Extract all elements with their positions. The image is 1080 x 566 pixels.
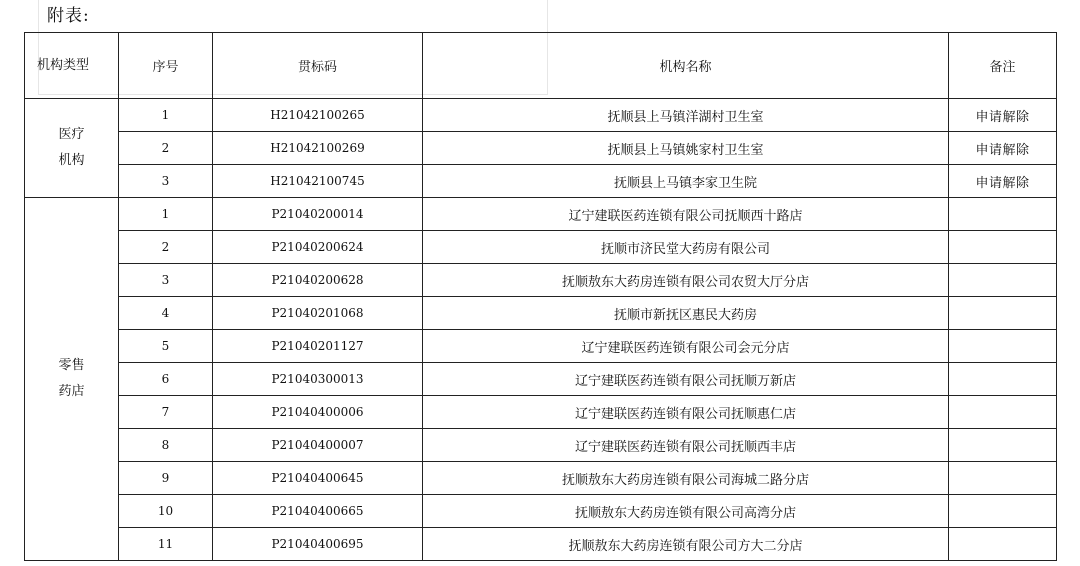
table-row: [25, 495, 1057, 528]
table-row: [25, 165, 1057, 198]
header-sequence: 序号: [119, 33, 213, 99]
cell-institution-name: 辽宁建联医药连锁有限公司抚顺西十路店: [423, 198, 949, 231]
cell-institution-type: 医疗机构: [25, 99, 119, 198]
cell-institution-name: 抚顺敖东大药房连锁有限公司农贸大厅分店: [423, 264, 949, 297]
cell-code: P21040400007: [213, 429, 423, 462]
cell-code: P21040400695: [213, 528, 423, 561]
table-row: [25, 363, 1057, 396]
cell-note: 申请解除: [949, 165, 1057, 198]
cell-note: [949, 231, 1057, 264]
cell-institution-name: 辽宁建联医药连锁有限公司抚顺万新店: [423, 363, 949, 396]
table-row: [25, 462, 1057, 495]
cell-institution-name: 辽宁建联医药连锁有限公司抚顺惠仁店: [423, 396, 949, 429]
cell-note: 申请解除: [949, 132, 1057, 165]
cell-sequence: 3: [119, 264, 213, 297]
cell-note: [949, 363, 1057, 396]
cell-note: [949, 396, 1057, 429]
cell-sequence: 9: [119, 462, 213, 495]
cell-note: [949, 264, 1057, 297]
cell-sequence: 11: [119, 528, 213, 561]
cell-code: P21040300013: [213, 363, 423, 396]
cell-note: [949, 330, 1057, 363]
cell-note: [949, 495, 1057, 528]
cell-sequence: 1: [119, 198, 213, 231]
cell-note: 申请解除: [949, 99, 1057, 132]
cell-note: [949, 429, 1057, 462]
table-row: [25, 528, 1057, 561]
cell-institution-name: 抚顺敖东大药房连锁有限公司方大二分店: [423, 528, 949, 561]
cell-code: P21040200014: [213, 198, 423, 231]
cell-code: H21042100269: [213, 132, 423, 165]
cell-sequence: 4: [119, 297, 213, 330]
cell-sequence: 10: [119, 495, 213, 528]
cell-code: P21040200628: [213, 264, 423, 297]
cell-sequence: 6: [119, 363, 213, 396]
header-code: 贯标码: [213, 33, 423, 99]
table-row: [25, 99, 1057, 132]
cell-institution-name: 抚顺市新抚区惠民大药房: [423, 297, 949, 330]
cell-code: P21040400645: [213, 462, 423, 495]
cell-institution-type: 零售药店: [25, 198, 119, 561]
cell-note: [949, 462, 1057, 495]
table-row: [25, 330, 1057, 363]
cell-code: P21040400006: [213, 396, 423, 429]
cell-note: [949, 198, 1057, 231]
header-institution-type: 机构类型: [25, 33, 119, 99]
cell-note: [949, 297, 1057, 330]
cell-note: [949, 528, 1057, 561]
table-row: [25, 231, 1057, 264]
table-row: [25, 132, 1057, 165]
cell-sequence: 8: [119, 429, 213, 462]
appendix-table: [24, 32, 1057, 561]
cell-institution-name: 抚顺敖东大药房连锁有限公司海城二路分店: [423, 462, 949, 495]
cell-code: H21042100265: [213, 99, 423, 132]
cell-institution-name: 抚顺县上马镇姚家村卫生室: [423, 132, 949, 165]
cell-code: P21040200624: [213, 231, 423, 264]
appendix-caption: 附表:: [47, 6, 90, 26]
table-header-row: [25, 33, 1057, 99]
cell-sequence: 3: [119, 165, 213, 198]
header-institution-name: 机构名称: [423, 33, 949, 99]
cell-code: P21040201068: [213, 297, 423, 330]
header-note: 备注: [949, 33, 1057, 99]
table-row: [25, 198, 1057, 231]
cell-institution-name: 抚顺县上马镇李家卫生院: [423, 165, 949, 198]
cell-sequence: 5: [119, 330, 213, 363]
cell-code: P21040400665: [213, 495, 423, 528]
table-row: [25, 396, 1057, 429]
cell-institution-name: 抚顺县上马镇洋湖村卫生室: [423, 99, 949, 132]
cell-institution-name: 辽宁建联医药连锁有限公司抚顺西丰店: [423, 429, 949, 462]
cell-sequence: 2: [119, 132, 213, 165]
cell-institution-name: 抚顺市济民堂大药房有限公司: [423, 231, 949, 264]
cell-institution-name: 抚顺敖东大药房连锁有限公司高湾分店: [423, 495, 949, 528]
cell-sequence: 2: [119, 231, 213, 264]
cell-code: P21040201127: [213, 330, 423, 363]
table-body: [25, 99, 1057, 561]
cell-sequence: 1: [119, 99, 213, 132]
table-row: [25, 429, 1057, 462]
table-row: [25, 297, 1057, 330]
table-row: [25, 264, 1057, 297]
cell-code: H21042100745: [213, 165, 423, 198]
cell-institution-name: 辽宁建联医药连锁有限公司会元分店: [423, 330, 949, 363]
cell-sequence: 7: [119, 396, 213, 429]
